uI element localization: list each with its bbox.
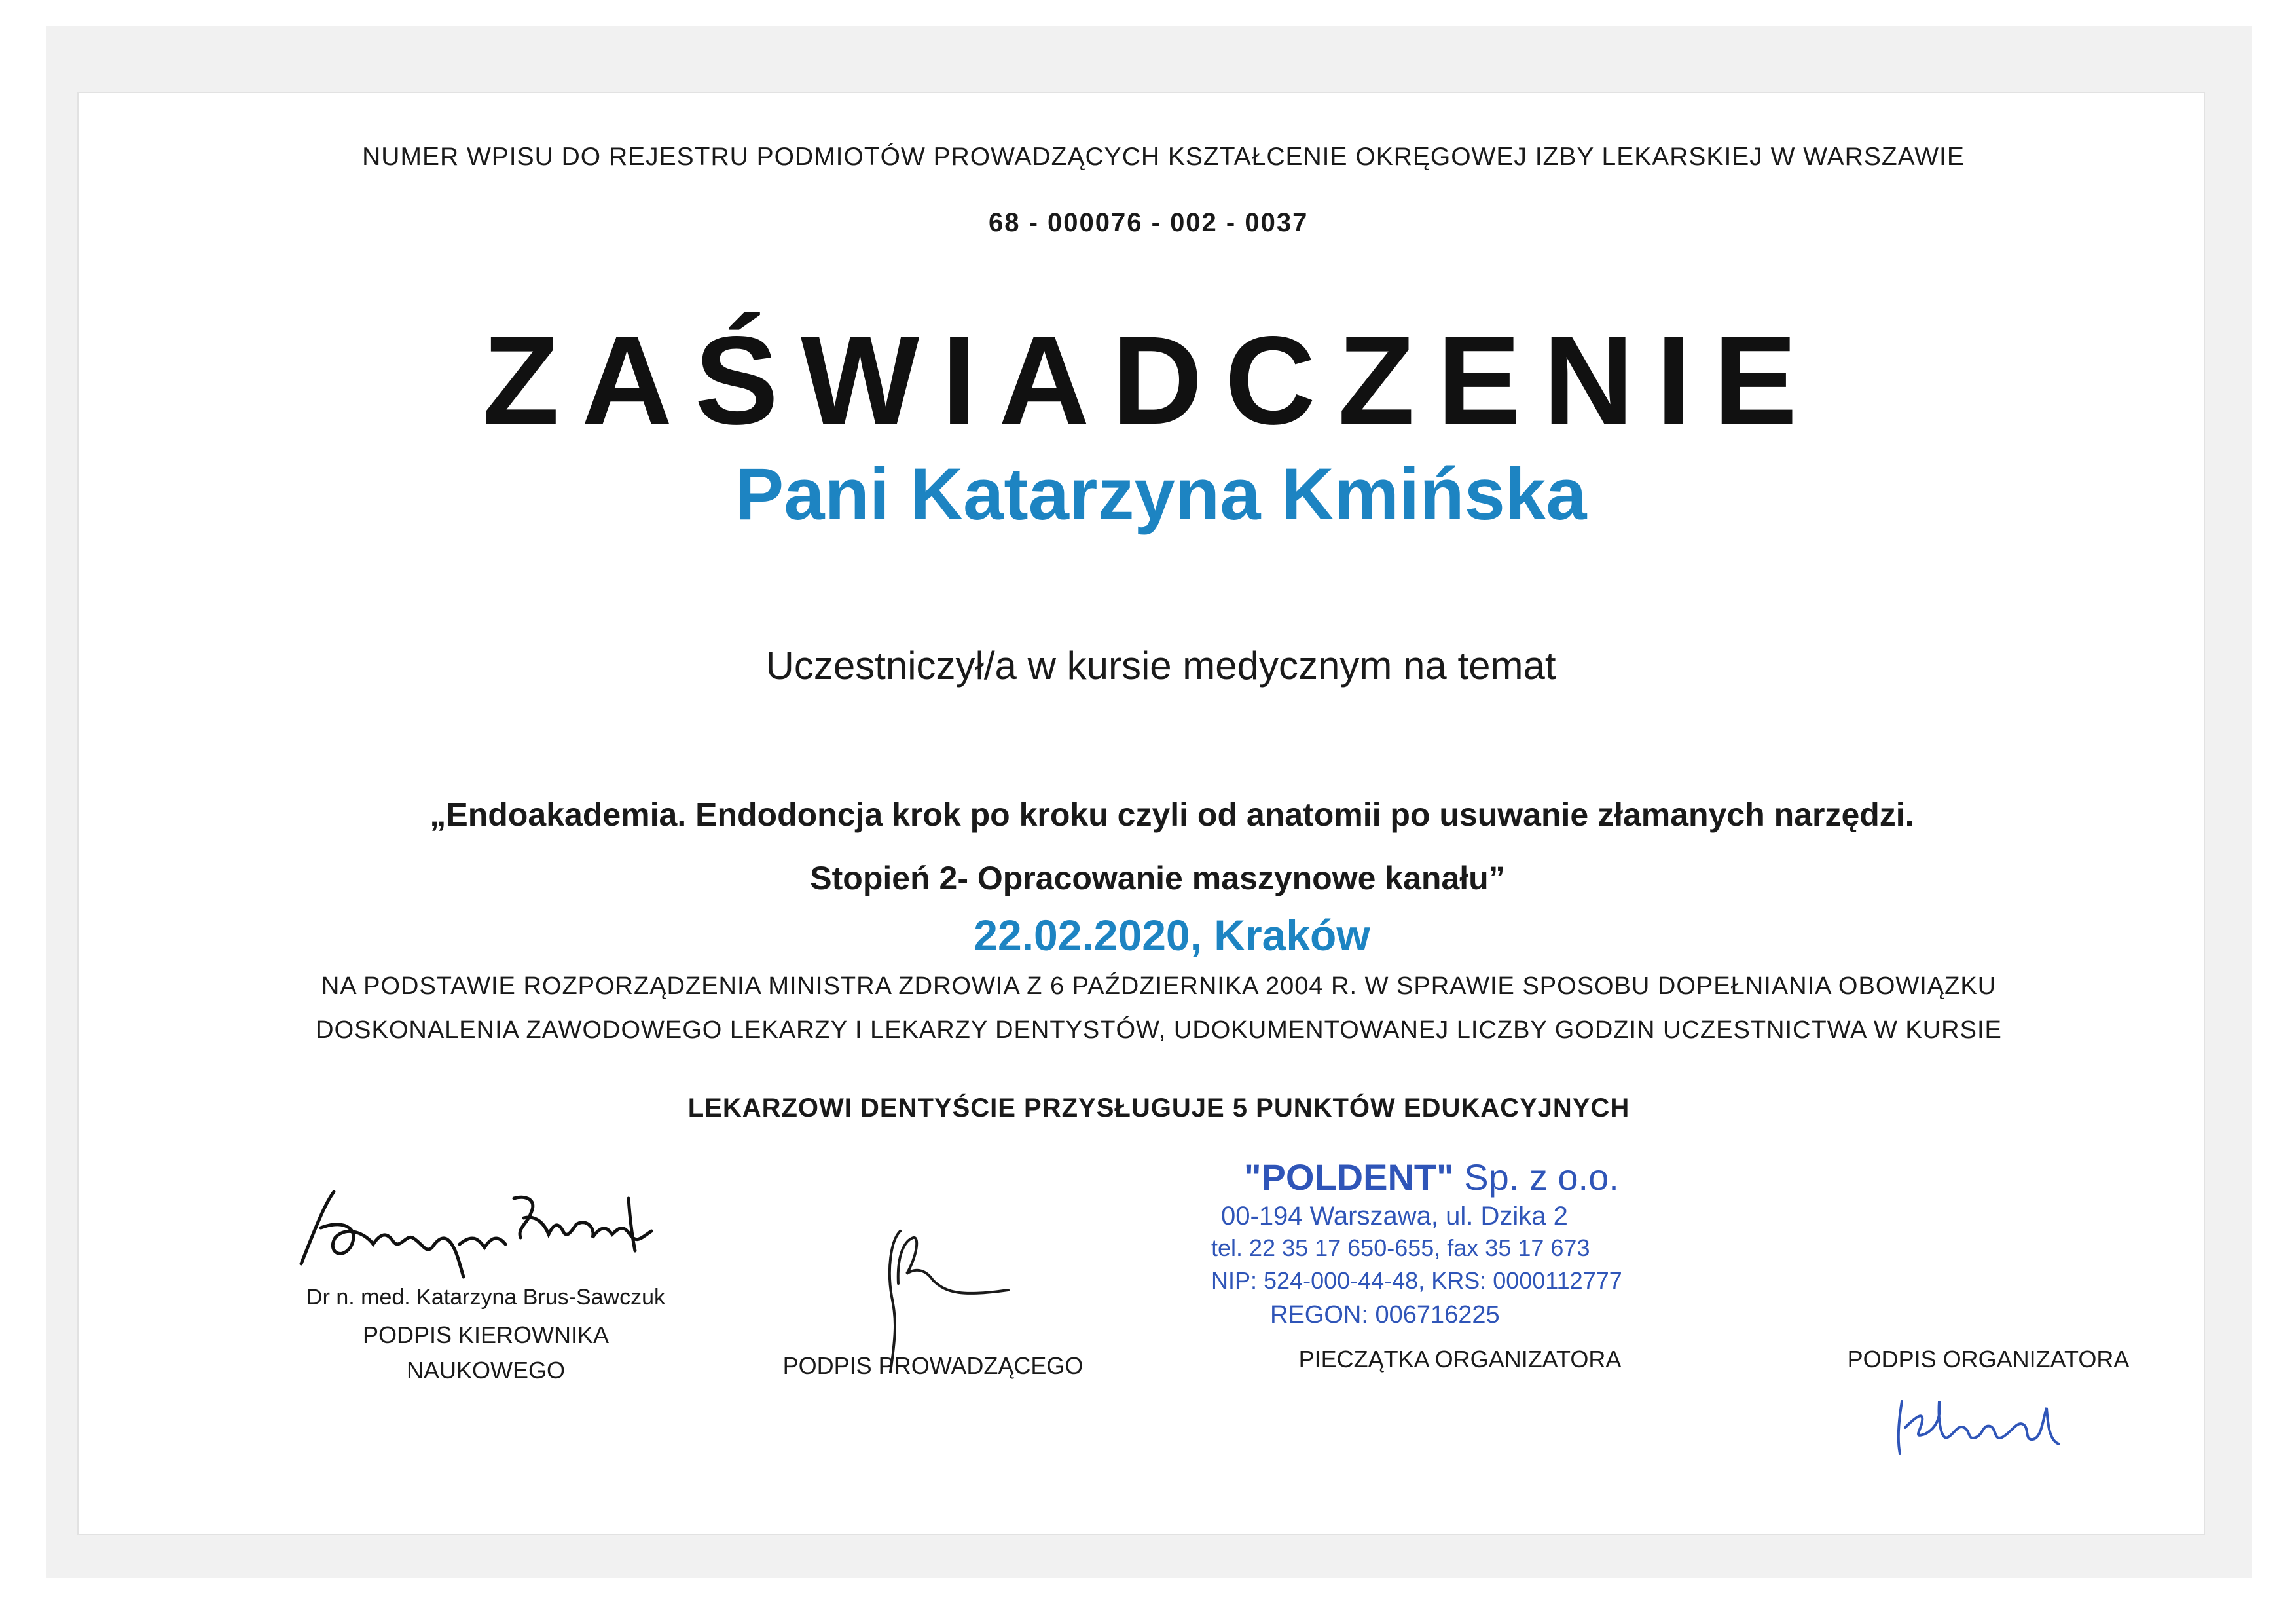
stamp-contact: tel. 22 35 17 650-655, fax 35 17 673: [1211, 1234, 1590, 1261]
course-date-place: 22.02.2020, Kraków: [974, 911, 1370, 959]
stamp-company: [1244, 1156, 1619, 1198]
registry-line: NUMER WPISU DO REJESTRU PODMIOTÓW PROWADZĄCYCH KSZTAŁCENIE OKRĘGOWEJ IZBY LEKARSKIEJ W WARSZAWIE: [362, 143, 1965, 171]
course-topic-line1: „Endoakademia. Endodoncja krok po kroku czyli od anatomii po usuwanie złamanych narzędzi.: [429, 796, 1914, 833]
stamp-address: 00-194 Warszawa, ul. Dzika 2: [1221, 1202, 1568, 1230]
legal-basis-line1: NA PODSTAWIE ROZPORZĄDZENIA MINISTRA ZDROWIA Z 6 PAŹDZIERNIKA 2004 R. W SPRAWIE SPOSOBU DOPEŁNIANIA OBOWIĄZKU: [321, 972, 1997, 1000]
stamp-company-suffix: Sp. z o.o.: [1453, 1156, 1619, 1198]
certificate-title: ZAŚWIADCZENIE: [483, 310, 1819, 451]
registry-number: 68 - 000076 - 002 - 0037: [989, 208, 1309, 237]
education-points: LEKARZOWI DENTYŚCIE PRZYSŁUGUJE 5 PUNKTÓW EDUKACYJNYCH: [687, 1094, 1630, 1122]
organizer-signature: [1886, 1388, 2069, 1460]
legal-basis-line2: DOSKONALENIA ZAWODOWEGO LEKARZY I LEKARZY DENTYSTÓW, UDOKUMENTOWANEJ LICZBY GODZIN UCZESTNICTWA W KURSIE: [316, 1016, 2002, 1044]
organizer-signature-label: PODPIS ORGANIZATORA: [1847, 1346, 2130, 1373]
recipient-name: Pani Katarzyna Kmińska: [735, 453, 1587, 535]
course-topic-line2: Stopień 2- Opracowanie maszynowe kanału”: [810, 860, 1505, 896]
course-intro: Uczestniczył/a w kursie medycznym na temat: [765, 644, 1556, 688]
stamp-nip-krs: NIP: 524-000-44-48, KRS: 0000112777: [1211, 1267, 1622, 1294]
lecturer-signature: [851, 1218, 1021, 1375]
stamp-regon: REGON: 006716225: [1270, 1301, 1500, 1329]
stamp-company-name: "POLDENT": [1244, 1156, 1454, 1198]
scientific-head-role-line2: NAUKOWEGO: [406, 1357, 566, 1384]
scientific-head-name: Dr n. med. Katarzyna Brus-Sawczuk: [306, 1285, 665, 1310]
scientific-head-signature: [288, 1172, 668, 1283]
lecturer-signature-label: PODPIS PROWADZĄCEGO: [782, 1352, 1084, 1379]
organizer-stamp: [1185, 1149, 1669, 1346]
stamp-label: PIECZĄTKA ORGANIZATORA: [1298, 1346, 1622, 1373]
scientific-head-role-line1: PODPIS KIEROWNIKA: [362, 1321, 610, 1348]
